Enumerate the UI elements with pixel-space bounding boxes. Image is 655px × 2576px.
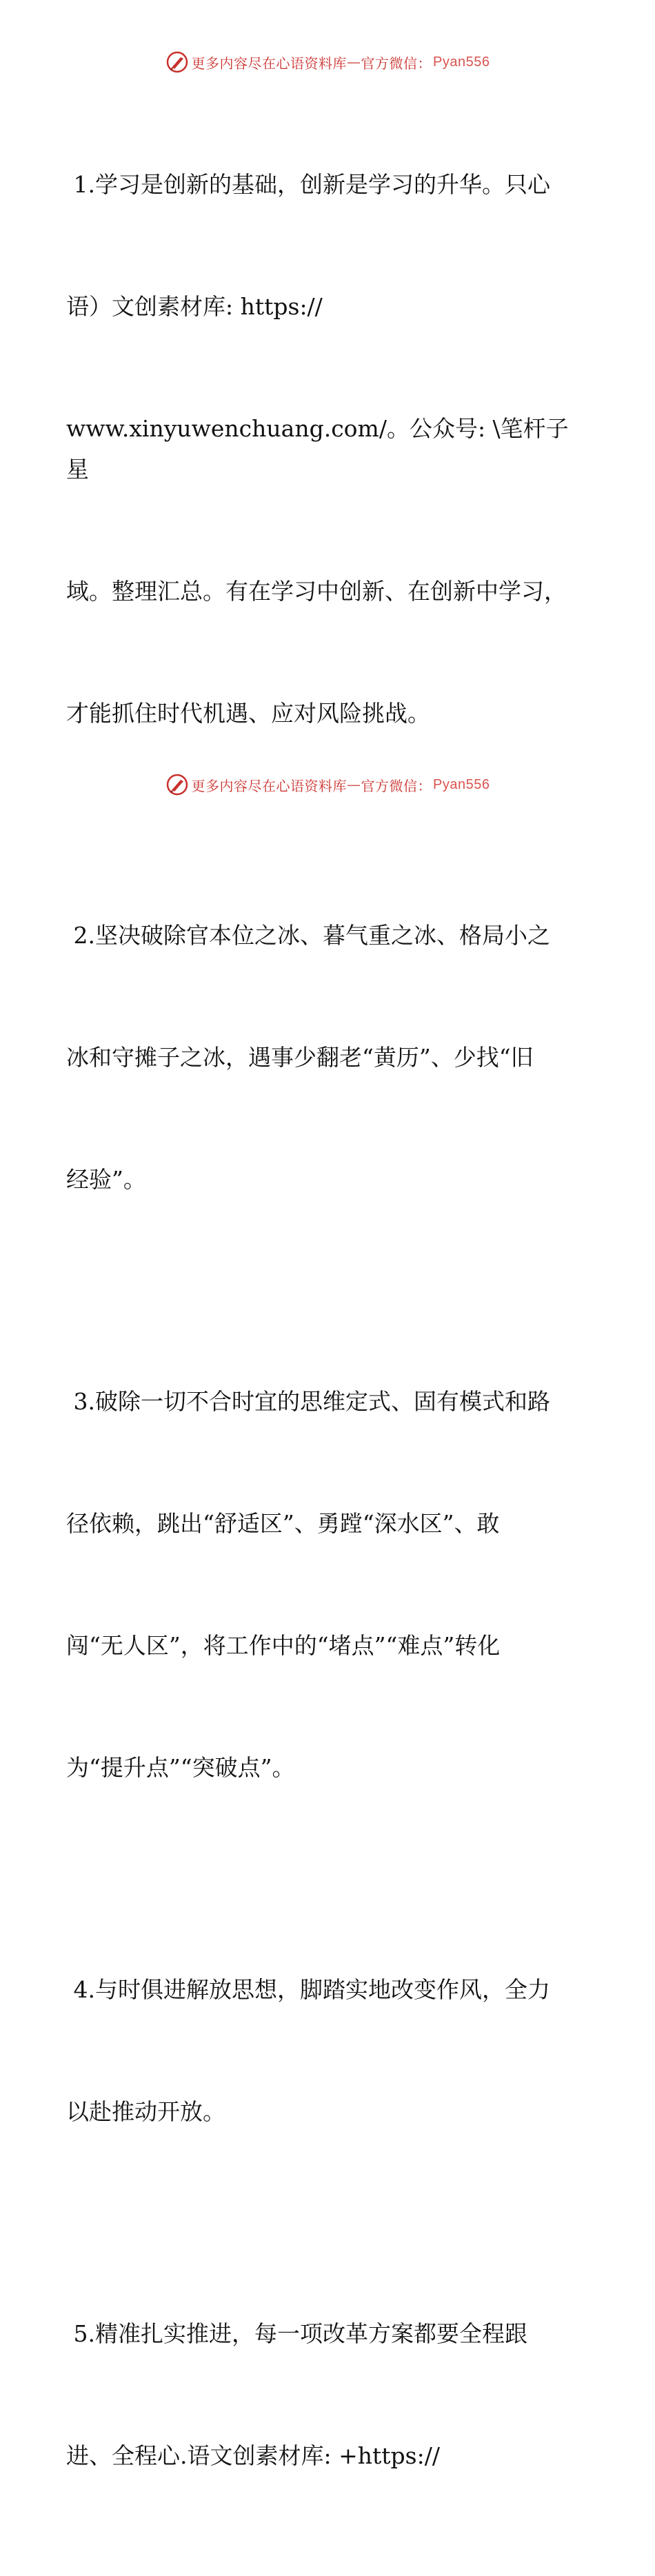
header-watermark-banner: [0, 48, 655, 76]
banner-main-text: 更多内容尽在心语资料库: [191, 54, 347, 72]
paragraph-line: 进、全程心.语文创素材库: +https://: [66, 2442, 440, 2469]
paragraph-4: [66, 1888, 590, 2213]
paragraph-line: 语）文创素材库: https://: [66, 293, 323, 320]
quill-pen-logo-icon: [165, 50, 189, 74]
banner-wechat-label: 官方微信：: [361, 777, 432, 794]
paragraph-line: 2.坚决破除官本位之冰、暮气重之冰、格局小之: [66, 922, 550, 949]
banner-dash: —: [347, 54, 361, 70]
paragraph-2: [66, 834, 590, 1281]
footer-watermark-banner: [0, 771, 655, 798]
banner-wechat-label: 官方微信：: [361, 54, 432, 72]
paragraph-line: 3.破除一切不合时宜的思维定式、固有模式和路: [66, 1388, 550, 1415]
paragraph-3: [66, 1300, 590, 1869]
paragraph-line: 域。整理汇总。有在学习中创新、在创新中学习，: [66, 578, 567, 605]
paragraph-line: 闯“无人区”，将工作中的“堵点”“难点”转化: [66, 1632, 501, 1659]
paragraph-line: 以赴推动开放。: [66, 2098, 225, 2125]
banner-main-text: 更多内容尽在心语资料库: [191, 777, 347, 794]
banner-wechat-handle: Pyan556: [433, 776, 490, 792]
paragraph-line: 才能抓住时代机遇、应对风险挑战。: [66, 700, 430, 727]
paragraph-line: 5.精准扎实推进，每一项改革方案都要全程跟: [66, 2320, 527, 2347]
paragraph-line: 为“提升点”“突破点”。: [66, 1754, 295, 1781]
banner-dash: —: [347, 776, 361, 793]
paragraph-line: 冰和守摊子之冰，遇事少翻老“黄历”、少找“旧: [66, 1044, 534, 1071]
paragraph-line: 经验”。: [66, 1166, 146, 1193]
paragraph-5: [66, 2232, 590, 2557]
paragraph-line: 1.学习是创新的基础，创新是学习的升华。只心: [66, 171, 550, 198]
quill-pen-logo-icon: [165, 773, 189, 796]
document-body: [66, 83, 590, 2576]
paragraph-line: 4.与时俱进解放思想，脚踏实地改变作风，全力: [66, 1976, 550, 2003]
paragraph-line: www.xinyuwenchuang.com/。公众号: \笔杆子星: [66, 415, 569, 483]
banner-wechat-handle: Pyan556: [433, 54, 490, 70]
paragraph-1: [66, 83, 590, 815]
paragraph-line: 径依赖，跳出“舒适区”、勇蹚“深水区”、敢: [66, 1510, 500, 1537]
